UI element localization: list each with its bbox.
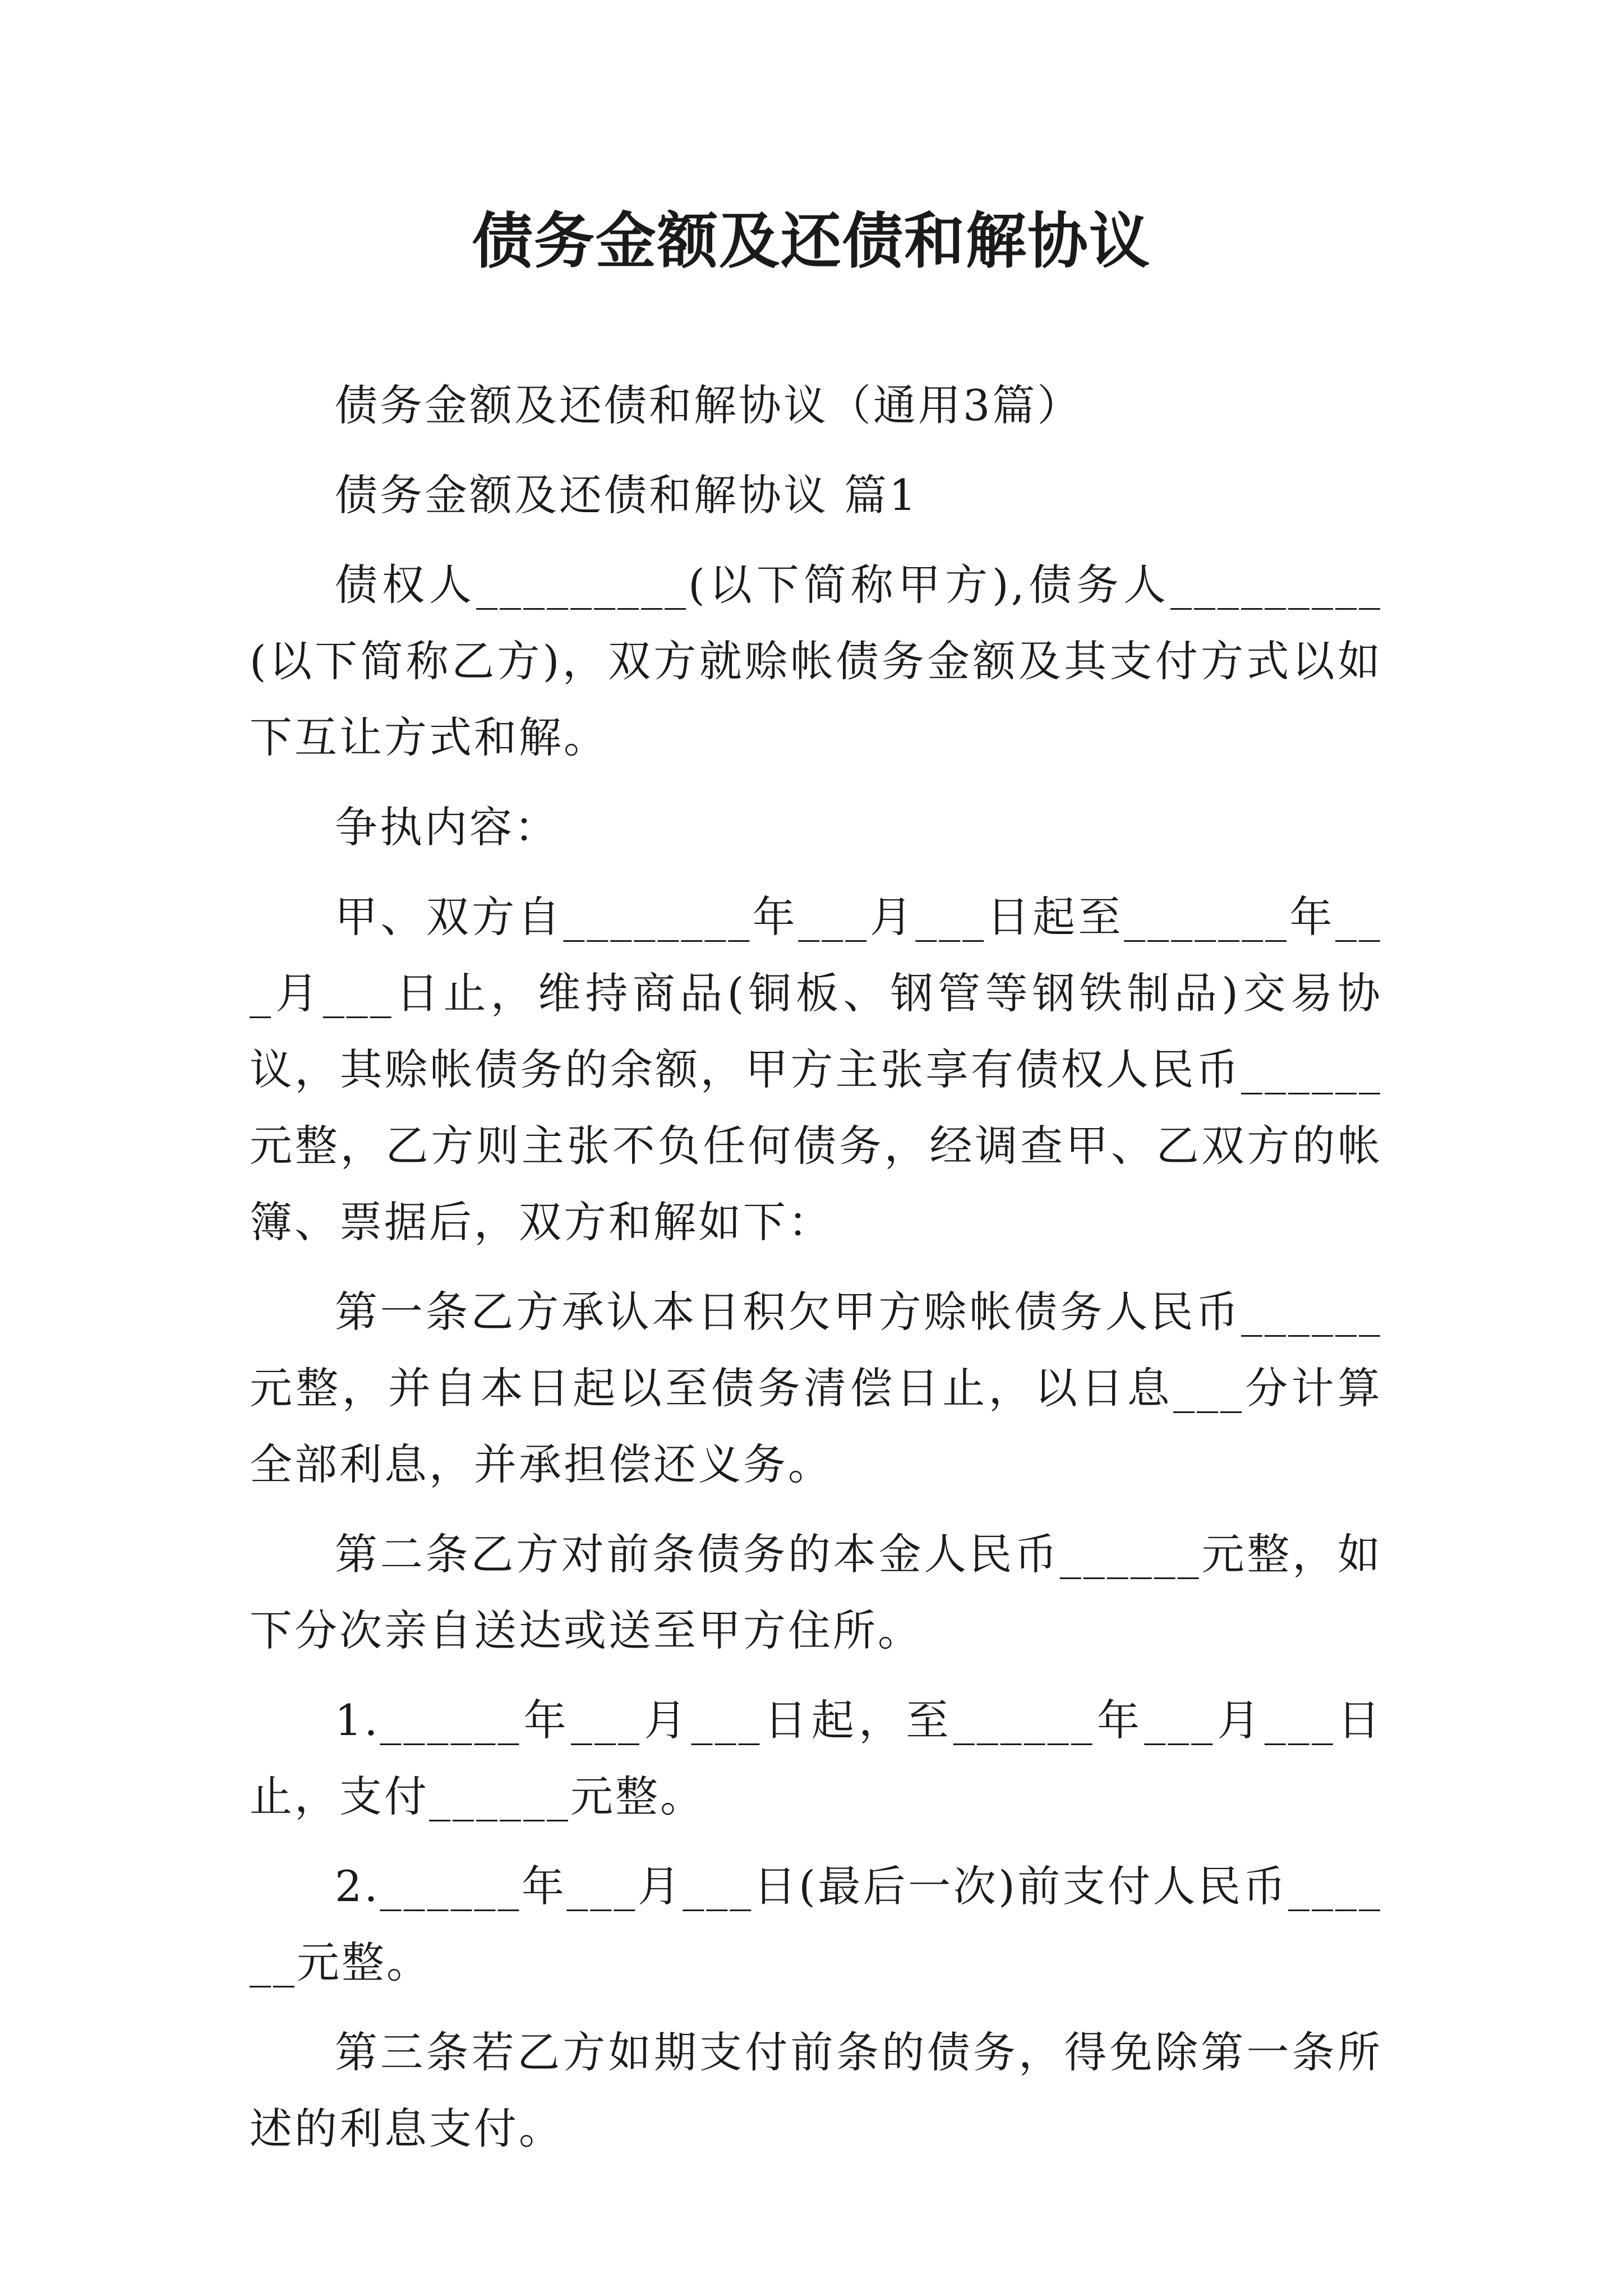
document-title: 债务金额及还债和解协议 bbox=[472, 206, 1151, 277]
paragraph-article-3: 第三条若乙方如期支付前条的债务，得免除第一条所述的利息支付。 bbox=[250, 2027, 1382, 2154]
paragraph-article-2: 第二条乙方对前条债务的本金人民币______元整，如下分次亲自送达或送至甲方住所。 bbox=[250, 1529, 1382, 1655]
subtitle-general: 债务金额及还债和解协议（通用3篇） bbox=[335, 380, 1082, 430]
paragraph-dispute-heading: 争执内容： bbox=[335, 802, 559, 852]
paragraph-parties: 债权人_________(以下简称甲方),债务人_________(以下简称乙方)，双方就赊帐债务金额及其支付方式以如下互让方式和解。 bbox=[250, 560, 1382, 762]
document-body bbox=[250, 367, 1382, 2180]
paragraph-article-1: 第一条乙方承认本日积欠甲方赊帐债务人民币______元整，并自本日起以至债务清偿日止，以日息___分计算全部利息，并承担偿还义务。 bbox=[250, 1287, 1382, 1489]
section-heading-part-1: 债务金额及还债和解协议 篇1 bbox=[335, 470, 919, 520]
paragraph-dispute-content: 甲、双方自________年___月___日起至_______年___月___日止，维持商品(铜板、钢管等钢铁制品)交易协议，其赊帐债务的余额，甲方主张享有债权人民币______元整，乙方则主张不负任何债务，经调查甲、乙双方的帐簿、票据后，双方和解如下： bbox=[250, 892, 1382, 1247]
paragraph-installment-1: 1.______年___月___日起，至______年___月___日止，支付______元整。 bbox=[250, 1695, 1382, 1821]
paragraph-installment-2: 2.______年___月___日(最后一次)前支付人民币______元整。 bbox=[250, 1861, 1382, 1987]
